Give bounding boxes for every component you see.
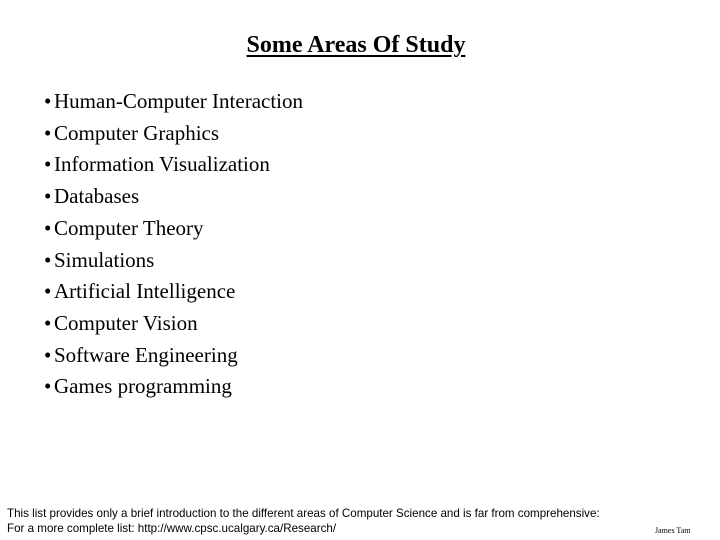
bullet-icon: • — [44, 342, 52, 367]
list-item — [44, 213, 303, 245]
bullet-icon: • — [44, 152, 52, 177]
list-item-label: Games programming — [54, 374, 232, 399]
areas-list — [44, 86, 303, 403]
bullet-icon: • — [44, 89, 52, 113]
footer-note — [7, 506, 600, 536]
list-item-label: Human-Computer Interaction — [54, 89, 304, 113]
list-item-label: Software Engineering — [54, 342, 238, 367]
list-item-label: Computer Graphics — [54, 120, 220, 145]
author-signature: James Tam — [655, 526, 691, 535]
list-item-label: Simulations — [54, 247, 155, 272]
list-item — [44, 149, 303, 181]
slide-title: Some Areas Of Study — [246, 32, 466, 58]
footer-line: This list provides only a brief introduction to the different areas of Computer Science and is far from comprehensive: — [7, 507, 600, 520]
bullet-icon: • — [44, 184, 52, 209]
bullet-icon: • — [44, 120, 52, 145]
list-item — [44, 371, 303, 403]
list-item — [44, 276, 303, 308]
bullet-icon: • — [44, 215, 52, 240]
list-item — [44, 86, 303, 118]
bullet-icon: • — [44, 310, 52, 335]
list-item-label: Artificial Intelligence — [54, 279, 236, 304]
footer-link-line: For a more complete list: http://www.cpsc.ucalgary.ca/Research/ — [7, 522, 337, 535]
list-item-label: Databases — [54, 184, 140, 209]
list-item — [44, 308, 303, 340]
list-item-label: Information Visualization — [54, 152, 270, 177]
list-item — [44, 181, 303, 213]
list-item — [44, 118, 303, 150]
bullet-icon: • — [44, 374, 52, 399]
list-item — [44, 340, 303, 372]
list-item-label: Computer Theory — [54, 215, 204, 240]
list-item — [44, 245, 303, 277]
bullet-icon: • — [44, 279, 52, 304]
list-item-label: Computer Vision — [54, 310, 198, 335]
bullet-icon: • — [44, 247, 52, 272]
